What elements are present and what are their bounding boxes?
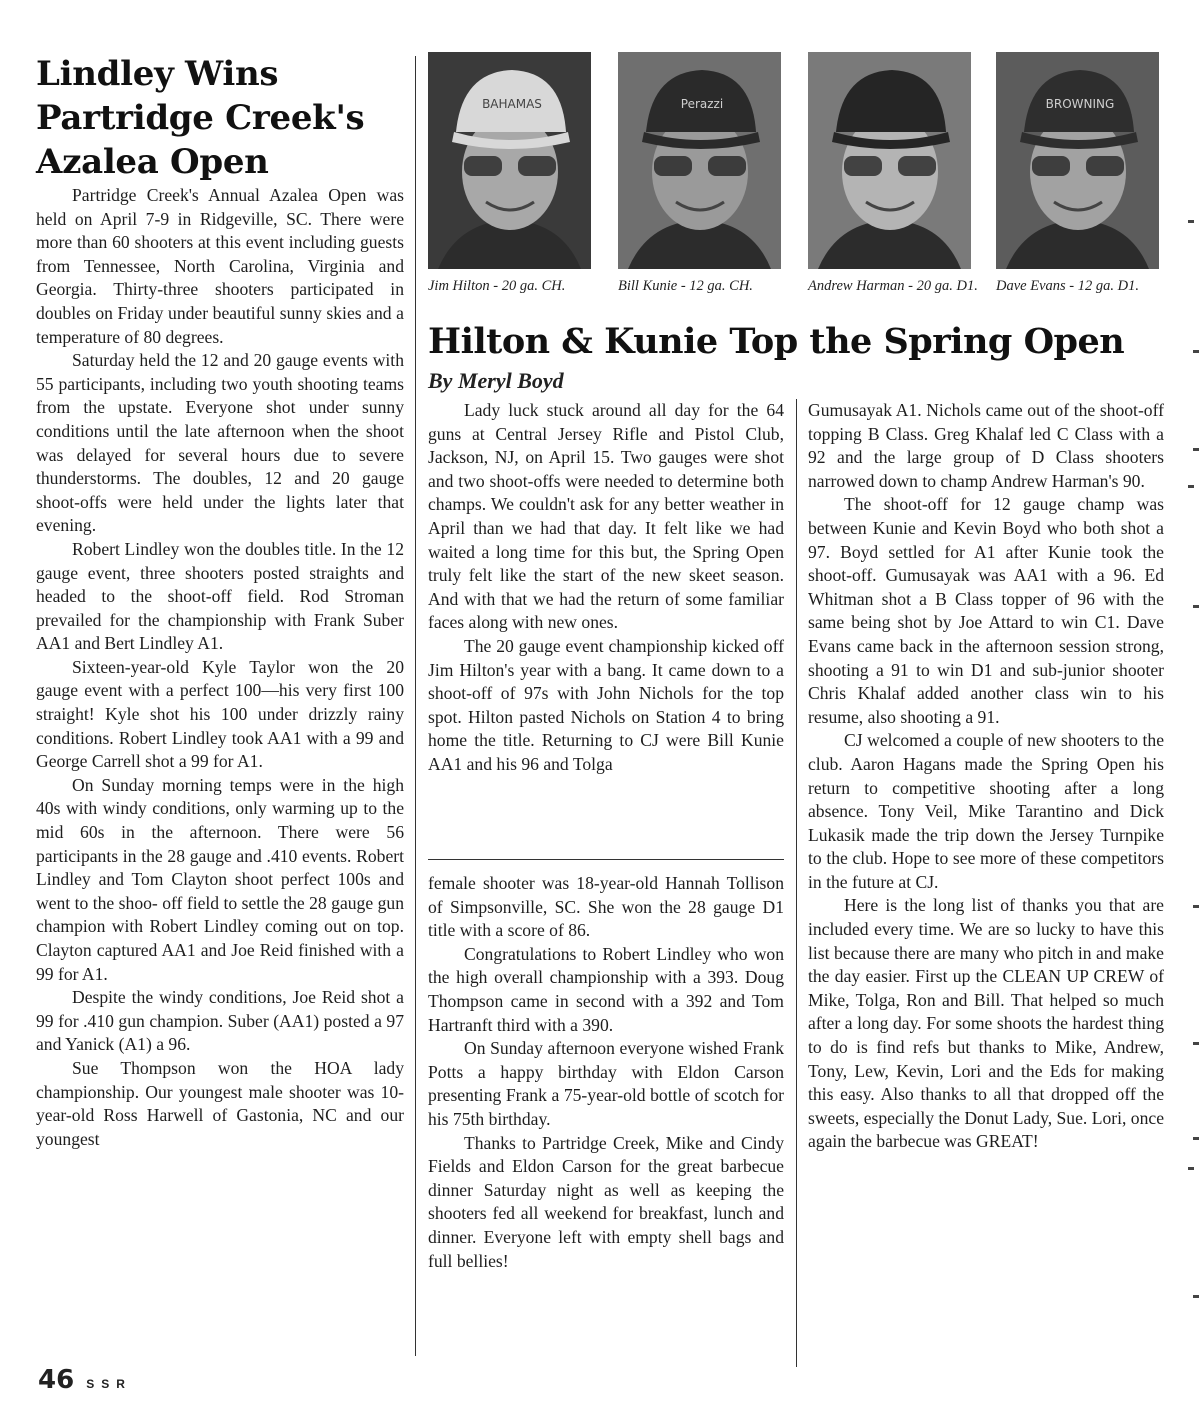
right-article-paragraph: Gumusayak A1. Nichols came out of the shoot-off topping B Class. Greg Khalaf led C Class with a 92 and the large group of D Class shooters narrowed down to champ Andrew Harman's 90.	[808, 400, 1164, 491]
left-article-headline: Lindley Wins Partridge Creek's Azalea Open	[36, 54, 365, 182]
glasses-left-lens	[654, 156, 692, 176]
continuation-paragraph: On Sunday afternoon everyone wished Frank Potts a happy birthday with Eldon Carson presenting Frank a 75-year-old bottle of scotch for his 75th birthday.	[428, 1038, 784, 1129]
left-article-paragraph: Partridge Creek's Annual Azalea Open was held on April 7-9 in Ridgeville, SC. There were more than 60 shooters at this event including guests from Tennessee, North Carolina, Virginia and Georgia. Thirty-three shooters participated in doubles on Friday under beautiful sunny skies and a temperature of 80 degrees.	[36, 185, 404, 347]
column-divider-right	[796, 399, 797, 1367]
glasses-right-lens	[708, 156, 746, 176]
left-article-paragraph: Despite the windy conditions, Joe Reid shot a 99 for .410 gun champion. Suber (AA1) posted a 97 and Yanick (A1) a 96.	[36, 987, 404, 1055]
glasses-right-lens	[898, 156, 936, 176]
left-article-paragraph: Sixteen-year-old Kyle Taylor won the 20 gauge event with a perfect 100—his very first 100 straight! Kyle shot his 100 under drizzly rainy conditions. Robert Lindley took AA1 with a 99 and George Carrell shot a 99 for A1.	[36, 656, 404, 772]
cap-logo-text: Perazzi	[680, 97, 724, 111]
portrait-illustration	[428, 52, 591, 269]
right-article-paragraph: Here is the long list of thanks you that are included every time. We are so lucky to have this list because there are many who pitch in and make the day easier. First up the CLEAN UP CREW of Mike, Tolga, Ron and Bill. That helped so much after a long day. For some shoots the hardest thing to do is find refs but thanks to Mike, Andrew, Tony, Lew, Kevin, Lori and the Eds for making this easy. Also thanks to all that dropped off the sweets, especially the Donut Lady, Sue. Lori, once again the barbecue was GREAT!	[808, 895, 1165, 1152]
scan-edge-mark	[1193, 448, 1199, 451]
article-separator-rule	[428, 859, 784, 860]
continuation-paragraph: female shooter was 18-year-old Hannah Tollison of Simpsonville, SC. She won the 28 gauge D1 title with a score of 86.	[428, 873, 784, 941]
page-number: 46	[38, 1365, 75, 1395]
left-article-paragraph: Sue Thompson won the HOA lady championship. Our youngest male shooter was 10-year-old Ross Harwell of Gastonia, NC and our youngest	[36, 1057, 404, 1149]
right-article-paragraph: Lady luck stuck around all day for the 64 guns at Central Jersey Rifle and Pistol Club, Jackson, NJ, on April 15. Two gauges were shot and two shoot-offs were needed to determine both champs. We couldn't ask for any better weather in April than we had that day. It felt like we had waited a long time for this but, the Spring Open truly felt like the start of the new skeet season. And with that we had the return of some familiar faces along with new ones.	[428, 400, 784, 633]
scan-edge-mark	[1193, 350, 1199, 353]
scan-edge-mark	[1188, 220, 1194, 223]
byline: By Meryl Boyd	[428, 368, 564, 393]
right-article-column-1	[428, 399, 784, 777]
photo-caption-andrew-harman: Andrew Harman - 20 ga. D1.	[808, 278, 978, 294]
glasses-right-lens	[1086, 156, 1124, 176]
portrait-illustration	[618, 52, 781, 269]
photo-caption-jim-hilton: Jim Hilton - 20 ga. CH.	[428, 278, 566, 294]
photo-caption-bill-kunie: Bill Kunie - 12 ga. CH.	[618, 278, 753, 294]
right-article-column-2	[808, 399, 1164, 1154]
scan-edge-mark	[1188, 485, 1194, 488]
photo-dave-evans	[996, 52, 1159, 269]
right-article-paragraph: The shoot-off for 12 gauge champ was between Kunie and Kevin Boyd who both shot a 97. Boyd settled for A1 after Kunie took the shoot-off. Gumusayak was AA1 with a 96. Ed Whitman shot a B Class topper of 96 with the same being shot by Joe Attard to win C1. Dave Evans came back in the afternoon session strong, shooting a 91 to win D1 and sub-junior shooter Chris Khalaf added another class win to his resume, also shooting a 91.	[808, 494, 1164, 727]
photo-caption-dave-evans: Dave Evans - 12 ga. D1.	[996, 278, 1139, 294]
photo-bill-kunie	[618, 52, 781, 269]
page-footer	[38, 1365, 132, 1395]
scan-edge-mark	[1193, 1295, 1199, 1298]
photo-jim-hilton	[428, 52, 591, 269]
cap-logo-text: BROWNING	[1045, 97, 1115, 111]
scan-edge-mark	[1193, 605, 1199, 608]
scan-edge-mark	[1193, 1137, 1199, 1140]
scan-edge-mark	[1188, 1167, 1194, 1170]
glasses-left-lens	[844, 156, 882, 176]
continuation-paragraph: Congratulations to Robert Lindley who won the high overall championship with a 393. Doug Thompson came in second with a 392 and Tom Hartranft third with a 390.	[428, 943, 784, 1035]
portrait-illustration	[808, 52, 971, 269]
glasses-left-lens	[1032, 156, 1070, 176]
portrait-illustration	[996, 52, 1159, 269]
right-article-paragraph: The 20 gauge event championship kicked off Jim Hilton's year with a bang. It came down to a shoot-off of 97s with John Nichols for the top spot. Hilton pasted Nichols on Station 4 to bring home the title. Returning to CJ were Bill Kunie AA1 and his 96 and Tolga	[428, 635, 784, 774]
cap-logo-text: BAHAMAS	[482, 97, 542, 111]
left-article-paragraph: Saturday held the 12 and 20 gauge events with 55 participants, including two youth shooting teams from the upstate. Everyone shot under sunny conditions until the late afternoon when the shoot was delayed for several hours due to severe thunderstorms. The doubles, 12 and 20 gauge shoot-offs were held under the lights later that evening.	[36, 350, 404, 536]
column-divider-left	[415, 56, 416, 1356]
left-article-paragraph: On Sunday morning temps were in the high 40s with windy conditions, only warming up to the mid 60s in the afternoon. There were 56 participants in the 28 gauge and .410 events. Robert Lindley and Tom Clayton shoot perfect 100s and went to the shoo- off field to settle the 28 gauge gun champion with Robert Lindley coming out on top. Clayton captured AA1 and Joe Reid finished with a 99 for A1.	[36, 774, 404, 984]
scan-edge-mark	[1193, 1042, 1199, 1045]
glasses-right-lens	[518, 156, 556, 176]
magazine-name: SSR	[86, 1377, 132, 1391]
left-article-column	[36, 184, 404, 1151]
left-article-paragraph: Robert Lindley won the doubles title. In the 12 gauge event, three shooters posted straights and headed to the shoot-off field. Rod Stroman prevailed for the championship with Frank Suber AA1 and Bert Lindley A1.	[36, 538, 404, 654]
left-article-continuation	[428, 872, 784, 1273]
right-article-paragraph: CJ welcomed a couple of new shooters to the club. Aaron Hagans made the Spring Open his return to competitive shooting after a long absence. Tony Veil, Mike Tarantino and Dick Lukasik made the trip down the Jersey Turnpike to the club. Hope to see more of these competitors in the future at CJ.	[808, 730, 1164, 892]
glasses-left-lens	[464, 156, 502, 176]
right-article-headline: Hilton & Kunie Top the Spring Open	[428, 321, 1125, 362]
continuation-paragraph: Thanks to Partridge Creek, Mike and Cindy Fields and Eldon Carson for the great barbecue dinner Saturday night as well as keeping the shooters fed all weekend for breakfast, lunch and dinner. Everyone left with empty shell bags and full bellies!	[428, 1132, 784, 1271]
scan-edge-mark	[1193, 905, 1199, 908]
photo-andrew-harman	[808, 52, 971, 269]
